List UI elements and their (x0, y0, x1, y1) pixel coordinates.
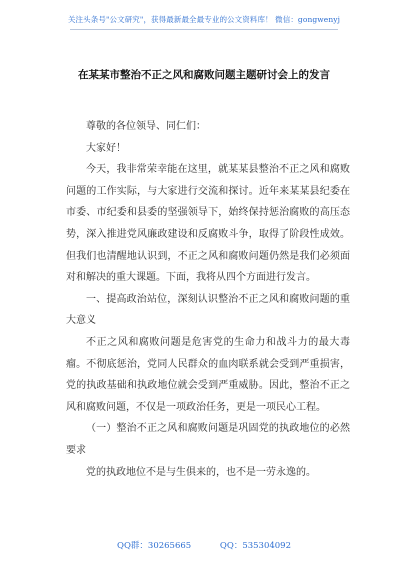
header-divider (70, 29, 338, 30)
subsection-heading-1: （一）整治不正之风和腐败问题是巩固党的执政地位的必然要求 (66, 423, 350, 456)
header-banner: 关注头条号"公文研究"，获得最新最全最专业的公文资料库！ 微信：gongwenyj (67, 15, 341, 24)
section-heading-1: 一、提高政治站位，深刻认识整治不正之风和腐败问题的重大意义 (66, 293, 350, 327)
document-title: 在某某市整治不正之风和腐败问题主题研讨会上的发言 (78, 69, 330, 81)
footer-qq-group: QQ群：30265665 (116, 541, 192, 551)
greeting: 大家好！ (86, 142, 126, 154)
paragraph-intro: 今天，我非常荣幸能在这里，就某某县整治不正之风和腐败问题的工作实际，与大家进行交流和探讨。近年来某某县纪委在市委、市纪委和县委的坚强领导下，始终保持惩治腐败的高压态势，深入推进党风廉政建设和反腐败斗争，取得了阶段性成效。但我们也清醒地认识到，不正之风和腐败问题仍然是我们必须面对和解决的重大课题。下面，我将从四个方面进行发言。 (66, 164, 350, 284)
paragraph-subsection1: 党的执政地位不是与生俱来的，也不是一劳永逸的。 (86, 466, 316, 478)
footer-contact (0, 539, 408, 551)
paragraph-section1: 不正之风和腐败问题是危害党的生命力和战斗力的最大毒瘤。不彻底惩治，党同人民群众的血肉联系就会受到严重损害，党的执政基础和执政地位就会受到严重威胁。因此，整治不正之风和腐败问题，不仅是一项政治任务，更是一项民心工程。 (66, 336, 350, 413)
document-body (66, 116, 350, 483)
footer-qq-number: QQ：535304092 (219, 541, 291, 551)
salutation: 尊敬的各位领导、同仁们： (86, 121, 206, 132)
